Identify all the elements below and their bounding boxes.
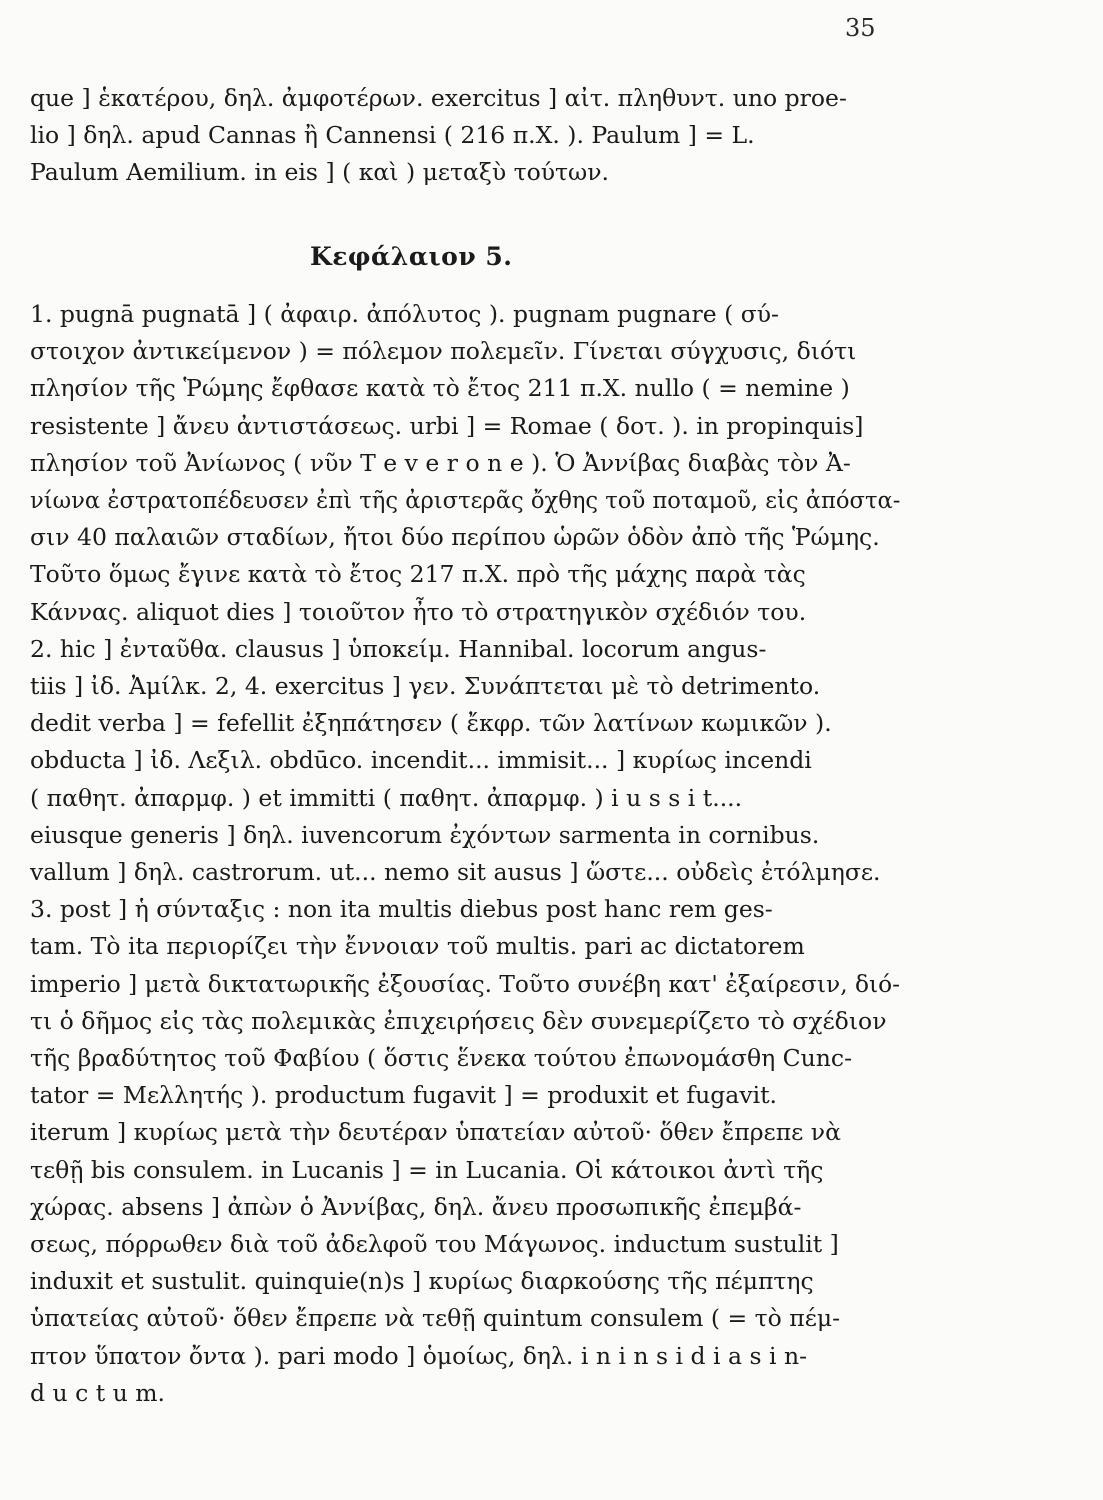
page-number: 35 bbox=[845, 14, 876, 42]
text-line: induxit et sustulit. quinquie(n)s ] κυρίως διαρκούσης τῆς πέμπτης bbox=[30, 1267, 814, 1296]
text-line: que ] ἑκατέρου, δηλ. ἀμφοτέρων. exercitus ] αἰτ. πληθυντ. uno proe- bbox=[30, 84, 847, 112]
commentary-body bbox=[30, 296, 900, 1412]
text-line: tator = Μελλητής ). productum fugavit ] = produxit et fugavit. bbox=[30, 1081, 778, 1110]
text-line: τεθῇ bis consulem. in Lucanis ] = in Lucania. Οἱ κάτοικοι ἀντὶ τῆς bbox=[30, 1155, 824, 1184]
text-line: d u c t u m. bbox=[30, 1378, 166, 1407]
text-line: lio ] δηλ. apud Cannas ἢ Cannensi ( 216 π.Χ. ). Paulum ] = L. bbox=[30, 121, 755, 150]
text-line: tiis ] ἰδ. Ἀμίλκ. 2, 4. exercitus ] γεν. Συνάπτεται μὲ τὸ detrimento. bbox=[30, 672, 821, 701]
text-line: resistente ] ἄνευ ἀντιστάσεως. urbi ] = Romae ( δοτ. ). in propinquis] bbox=[30, 411, 864, 440]
text-line: Paulum Aemilium. in eis ] ( καὶ ) μεταξὺ τούτων. bbox=[30, 158, 609, 187]
text-line: σιν 40 παλαιῶν σταδίων, ἤτοι δύο περίπου ὡρῶν ὁδὸν ἀπὸ τῆς Ῥώμης. bbox=[30, 523, 880, 552]
text-line: τῆς βραδύτητος τοῦ Φαβίου ( ὅστις ἕνεκα τούτου ἐπωνομάσθη Cunc- bbox=[30, 1044, 853, 1073]
text-line: στοιχον ἀντικείμενον ) = πόλεμον πολεμεῖν. Γίνεται σύγχυσις, διότι bbox=[30, 337, 857, 366]
text-line: Τοῦτο ὅμως ἔγινε κατὰ τὸ ἔτος 217 π.Χ. πρὸ τῆς μάχης παρὰ τὰς bbox=[30, 560, 806, 589]
chapter-heading: Κεφάλαιον 5. bbox=[310, 242, 513, 271]
text-line: vallum ] δηλ. castrorum. ut... nemo sit ausus ] ὥστε... οὐδεὶς ἐτόλμησε. bbox=[30, 858, 881, 887]
text-line: σεως, πόρρωθεν διὰ τοῦ ἀδελφοῦ του Μάγωνος. inductum sustulit ] bbox=[30, 1230, 839, 1259]
text-line: ( παθητ. ἀπαρμφ. ) et immitti ( παθητ. ἀπαρμφ. ) i u s s i t.... bbox=[30, 783, 743, 812]
text-line: πτον ὕπατον ὄντα ). pari modo ] ὁμοίως, δηλ. i n i n s i d i a s i n- bbox=[30, 1341, 808, 1370]
text-line: 2. hic ] ἐνταῦθα. clausus ] ὑποκείμ. Hannibal. locorum angus- bbox=[30, 634, 767, 663]
text-line: 1. pugnā pugnatā ] ( ἀφαιρ. ἀπόλυτος ). pugnam pugnare ( σύ- bbox=[30, 300, 779, 328]
text-line: iterum ] κυρίως μετὰ τὴν δευτέραν ὑπατείαν αὐτοῦ· ὅθεν ἔπρεπε νὰ bbox=[30, 1118, 841, 1147]
text-line: tam. Τὸ ita περιορίζει τὴν ἔννοιαν τοῦ multis. pari ac dictatorem bbox=[30, 932, 805, 961]
text-line: νίωνα ἐστρατοπέδευσεν ἐπὶ τῆς ἀριστερᾶς ὄχθης τοῦ ποταμοῦ, εἰς ἀπόστα- bbox=[30, 486, 901, 515]
text-line: imperio ] μετὰ δικτατωρικῆς ἐξουσίας. Τοῦτο συνέβη κατ' ἐξαίρεσιν, διό- bbox=[30, 969, 900, 998]
intro-paragraph bbox=[30, 80, 900, 192]
text-line: eiusque generis ] δηλ. iuvencorum ἐχόντων sarmenta in cornibus. bbox=[30, 820, 820, 849]
text-line: obducta ] ἰδ. Λεξιλ. obdūco. incendit... immisit... ] κυρίως incendi bbox=[30, 746, 812, 775]
text-line: ὑπατείας αὐτοῦ· ὅθεν ἔπρεπε νὰ τεθῇ quintum consulem ( = τὸ πέμ- bbox=[30, 1304, 841, 1333]
text-line: χώρας. absens ] ἀπὼν ὁ Ἀννίβας, δηλ. ἄνευ προσωπικῆς ἐπεμβά- bbox=[30, 1192, 802, 1221]
text-line: dedit verba ] = fefellit ἐξηπάτησεν ( ἔκφρ. τῶν λατίνων κωμικῶν ). bbox=[30, 709, 832, 738]
text-line: Κάννας. aliquot dies ] τοιοῦτον ἦτο τὸ στρατηγικὸν σχέδιόν του. bbox=[30, 597, 807, 626]
text-line: 3. post ] ἡ σύνταξις : non ita multis diebus post hanc rem ges- bbox=[30, 895, 773, 924]
text-line: πλησίον τῆς Ῥώμης ἔφθασε κατὰ τὸ ἔτος 211 π.Χ. nullo ( = nemine ) bbox=[30, 374, 850, 403]
text-line: πλησίον τοῦ Ἀνίωνος ( νῦν T e v e r o n e ). Ὁ Ἀννίβας διαβὰς τὸν Ἀ- bbox=[30, 448, 851, 477]
text-line: τι ὁ δῆμος εἰς τὰς πολεμικὰς ἐπιχειρήσεις δὲν συνεμερίζετο τὸ σχέδιον bbox=[30, 1006, 887, 1035]
